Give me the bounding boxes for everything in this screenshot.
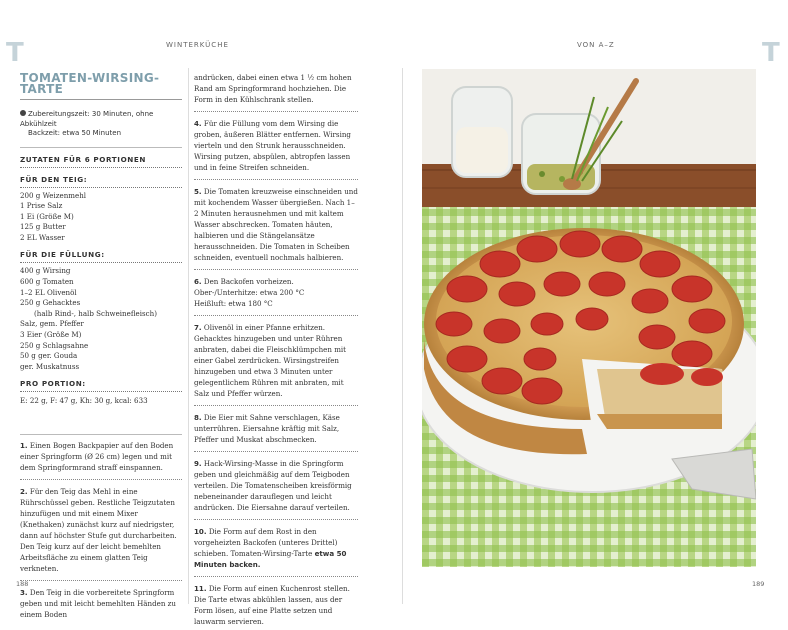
column-divider-1 [188, 68, 189, 604]
ingredient-item: 600 g Tomaten [20, 277, 74, 287]
ingredients-column [20, 68, 182, 620]
tart-illustration [422, 69, 756, 567]
step-text: Die Tomaten kreuzweise einschneiden und mit kochendem Wasser übergießen. Nach 1–2 Minuten herausnehmen und mit kaltem Wasser abschrecken. Tomaten häuten, halbieren und die Stängelansätze herausschneiden. Die Tomaten in Scheiben schneiden, eventuell nochmals halbieren. [194, 187, 358, 262]
step-text: Für den Teig das Mehl in eine Rührschüssel geben. Restliche Teigzutaten hinzufügen und mit einem Mixer (Knethaken) zunächst kurz auf niedrigster, dann auf höchster Stufe gut durcharbeiten. Den Teig kurz auf der leicht bemehlten Arbeitsfläche zu einem glatten Teig verkneten. [20, 487, 177, 574]
dough-heading: FÜR DEN TEIG: [20, 174, 88, 184]
tart-photo [422, 69, 756, 567]
section-letter-right: T [762, 38, 780, 68]
dotted-divider [194, 315, 358, 316]
step-text: Für die Füllung vom dem Wirsing die groben, äußeren Blätter entfernen. Wirsing vierteln und den Strunk herausschneiden. Wirsing putzen, abspülen, abtropfen lassen und in feine Streifen schneiden. [194, 119, 351, 172]
divider [20, 434, 182, 435]
step-number: 2. [20, 487, 28, 497]
running-head-left: WINTERKÜCHE [166, 41, 229, 49]
step-number: 7. [194, 323, 202, 332]
step-number: 4. [194, 119, 202, 128]
page-number-left: 188 [16, 580, 29, 588]
ingredient-item: 250 g Schlagsahne [20, 340, 89, 350]
bake-time: Backzeit: etwa 50 Minuten [28, 129, 122, 137]
dough-ingredient-list [20, 191, 182, 244]
step-10 [194, 526, 358, 570]
step-number: 9. [194, 459, 202, 468]
dotted-divider [194, 269, 358, 270]
ingredient-item: 1 Ei (Größe M) [20, 211, 74, 221]
step-text-bold: etwa 50 Minuten backen. [194, 549, 347, 569]
running-head-right: VON A–Z [577, 41, 615, 49]
step-9 [194, 458, 358, 513]
recipe-title: TOMATEN-WIRSING-TARTE [20, 71, 160, 96]
dotted-divider [194, 519, 358, 520]
dotted-divider [194, 405, 358, 406]
step-number: 11. [194, 584, 207, 593]
step-number: 5. [194, 187, 202, 196]
step-7 [194, 322, 358, 399]
step-2 [20, 486, 182, 574]
column-divider-2 [402, 68, 403, 604]
step-text: Den Backofen vorheizen. [203, 277, 294, 286]
time-info [20, 110, 182, 139]
filling-ingredient-list [20, 266, 182, 372]
step-1 [20, 440, 182, 473]
ingredient-item: 200 g Weizenmehl [20, 190, 87, 200]
step-text: Den Teig in die vorbereitete Springform geben und mit leicht bemehlten Händen zu einem Boden [20, 588, 176, 620]
prep-time: Zubereitungszeit: 30 Minuten, ohne Abkühlzeit [20, 110, 154, 128]
title-divider [20, 99, 182, 100]
step-text: Ober-/Unterhitze: etwa 200 °C [194, 288, 305, 297]
ingredient-item: 250 g Gehacktes [20, 298, 81, 308]
ingredient-item: 400 g Wirsing [20, 266, 71, 276]
dotted-divider [20, 580, 182, 581]
clock-icon [20, 110, 26, 116]
ingredient-item: 2 EL Wasser [20, 232, 65, 242]
ingredient-item: 3 Eier (Größe M) [20, 330, 82, 340]
step-6 [194, 276, 358, 309]
ingredient-item: ger. Muskatnuss [20, 361, 80, 371]
step-11 [194, 583, 358, 627]
nutrition-info: E: 22 g, F: 47 g, Kh: 30 g, kcal: 633 [20, 396, 148, 406]
page-number-right: 189 [752, 580, 765, 588]
divider [20, 147, 182, 148]
step-8 [194, 412, 358, 445]
ingredient-item: (halb Rind-, halb Schweinefleisch) [34, 308, 157, 318]
dotted-divider [194, 111, 358, 112]
dotted-divider [194, 451, 358, 452]
dotted-divider [20, 167, 182, 168]
step-text: Die Form auf einen Kuchenrost stellen. Die Tarte etwas abkühlen lassen, aus der Form lösen, auf eine Platte setzen und lauwarm servieren. [194, 584, 350, 626]
step-text: Die Eier mit Sahne verschlagen, Käse unterrühren. Eiersahne kräftig mit Salz, Pfeffer und Muskat abschmecken. [194, 413, 340, 444]
step-3-continued: andrücken, dabei einen etwa 1 ½ cm hohen Rand am Springformrand hochziehen. Die Form in den Kühlschrank stellen. [194, 73, 352, 104]
ingredient-item: 1–2 EL Olivenöl [20, 287, 77, 297]
step-number: 1. [20, 441, 28, 451]
step-text: Hack-Wirsing-Masse in die Springform geben und gleichmäßig auf dem Teigboden verteilen. Die Tomatenscheiben kreisförmig nebeneinander darauflegen und leicht andrücken. Die Eiersahne darauf verteilen. [194, 459, 352, 512]
ingredient-item: 1 Prise Salz [20, 201, 63, 211]
step-number: 8. [194, 413, 202, 422]
ingredient-item: Salz, gem. Pfeffer [20, 319, 84, 329]
dotted-divider [194, 576, 358, 577]
step-text: Einen Bogen Backpapier auf den Boden einer Springform (Ø 26 cm) legen und mit dem Springformrand straff einspannen. [20, 441, 174, 473]
dotted-divider [20, 262, 182, 263]
ingredient-item: 125 g Butter [20, 222, 66, 232]
step-text: Die Form auf dem Rost in den vorgeheizten Backofen (unteres Drittel) schieben. Tomaten-Wirsing-Tarte [194, 527, 338, 558]
step-text: Heißluft: etwa 180 °C [194, 299, 273, 308]
steps-column [194, 72, 358, 627]
step-4 [194, 118, 358, 173]
dotted-divider [20, 479, 182, 480]
step-3 [20, 587, 182, 620]
dotted-divider [20, 391, 182, 392]
step-number: 10. [194, 527, 207, 536]
dotted-divider [20, 187, 182, 188]
ingredients-heading: ZUTATEN FÜR 6 PORTIONEN [20, 154, 147, 164]
step-number: 6. [194, 277, 202, 286]
step-number: 3. [20, 588, 28, 598]
section-letter-left: T [6, 38, 24, 68]
step-text: Olivenöl in einer Pfanne erhitzen. Gehacktes hinzugeben und unter Rühren anbraten, dabei die Fleischklümpchen mit einer Gabel zerdrücken. Wirsingstreifen hinzugeben und etwa 3 Minuten unter gelegentlichem Rühren mit anbraten, mit Salz und Pfeffer würzen. [194, 323, 347, 398]
dotted-divider [194, 179, 358, 180]
step-5 [194, 186, 358, 263]
filling-heading: FÜR DIE FÜLLUNG: [20, 250, 105, 260]
portion-heading: PRO PORTION: [20, 379, 86, 389]
ingredient-item: 50 g ger. Gouda [20, 351, 78, 361]
